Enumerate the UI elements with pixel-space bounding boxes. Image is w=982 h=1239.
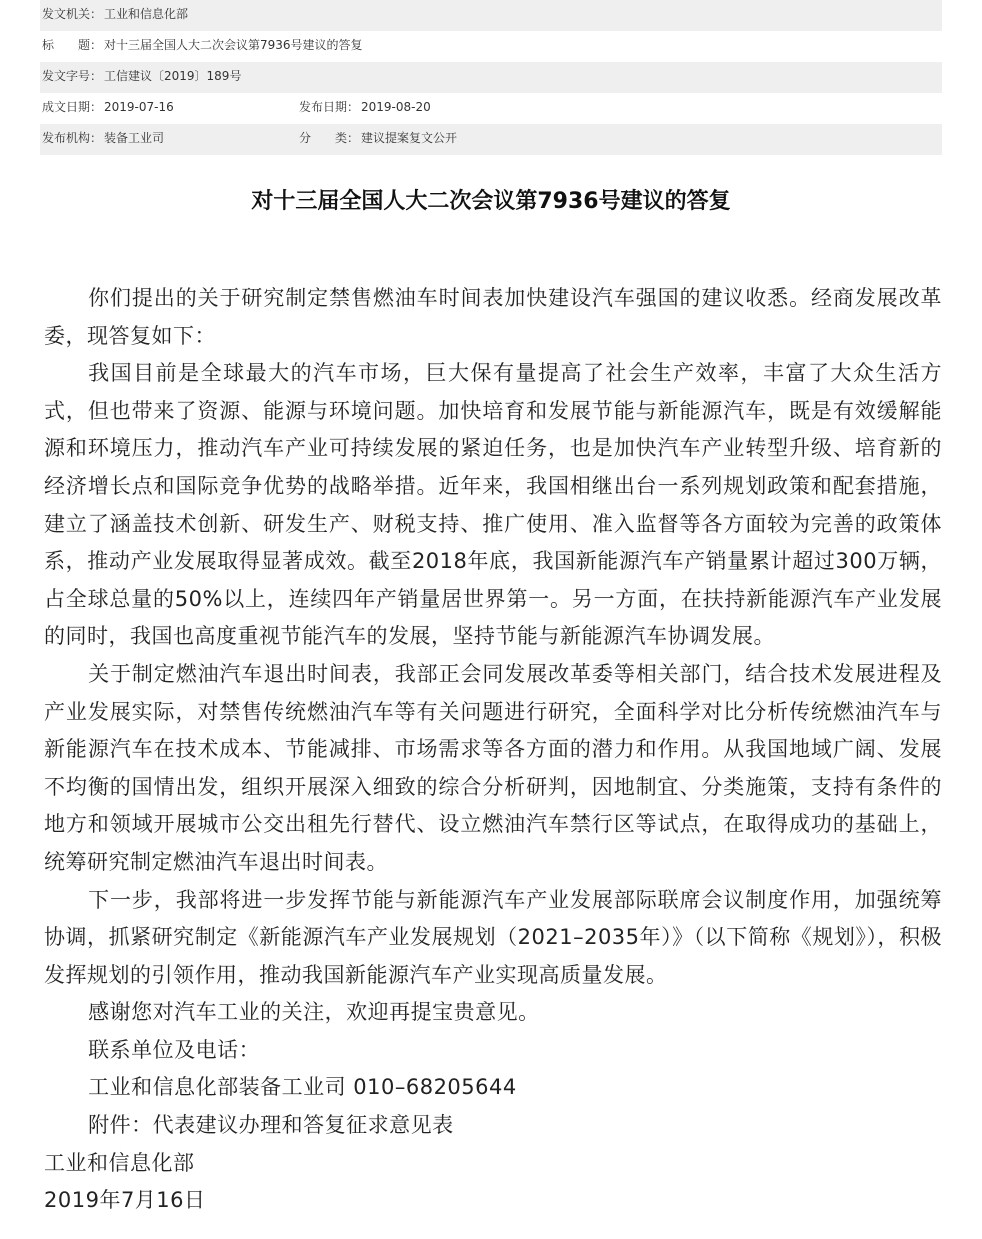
attachment-line: 附件：代表建议办理和答复征求意见表 — [88, 1113, 454, 1138]
paragraph: 感谢您对汽车工业的关注，欢迎再提宝贵意见。 — [88, 1000, 540, 1025]
org-label: 发布机构： — [42, 131, 103, 145]
published-date-value: 2019-08-20 — [361, 100, 431, 114]
contact-label: 联系单位及电话： — [88, 1037, 261, 1062]
paragraph: 关于制定燃油汽车退出时间表，我部正会同发展改革委等相关部门，结合技术发展进程及产业发展实际，对禁售传统燃油汽车等有关问题进行研究，全面科学对比分析传统燃油汽车与新能源汽车在技术成本、节能减排、市场需求等各方面的潜力和作用。从我国地域广阔、发展不均衡的国情出发，组织开展深入细致的综合分析研判，因地制宜、分类施策，支持有条件的地方和领域开展城市公交出租先行替代、设立燃油汽车禁行区等试点，在取得成功的基础上，统筹研究制定燃油汽车退出时间表。 — [44, 661, 942, 874]
category-label: 分 类： — [299, 131, 360, 145]
contact-info: 工业和信息化部装备工业司 010–68205644 — [88, 1075, 517, 1100]
paragraph: 我国目前是全球最大的汽车市场，巨大保有量提高了社会生产效率，丰富了大众生活方式，但也带来了资源、能源与环境问题。加快培育和发展节能与新能源汽车，既是有效缓解能源和环境压力，推动汽车产业可持续发展的紧迫任务，也是加快汽车产业转型升级、培育新的经济增长点和国际竞争优势的战略举措。近年来，我国相继出台一系列规划政策和配套措施，建立了涵盖技术创新、研发生产、财税支持、推广使用、准入监督等各方面较为完善的政策体系，推动产业发展取得显著成效。截至2018年底，我国新能源汽车产销量累计超过300万辆，占全球总量的50%以上，连续四年产销量居世界第一。另一方面，在扶持新能源汽车产业发展的同时，我国也高度重视节能汽车的发展，坚持节能与新能源汽车协调发展。 — [44, 361, 942, 649]
meta-row-issuer — [40, 0, 942, 31]
issuer-value: 工业和信息化部 — [104, 7, 189, 21]
meta-row-title — [40, 31, 942, 62]
docno-label: 发文字号： — [42, 69, 103, 83]
signature-org: 工业和信息化部 — [44, 1150, 195, 1175]
category-value: 建议提案复文公开 — [361, 131, 458, 145]
document-metadata-table — [40, 0, 942, 155]
meta-row-org — [40, 124, 942, 155]
meta-row-docno — [40, 62, 942, 93]
document-title: 对十三届全国人大二次会议第7936号建议的答复 — [251, 189, 731, 214]
docno-value: 工信建议〔2019〕189号 — [104, 69, 242, 83]
written-date-value: 2019-07-16 — [104, 100, 174, 114]
written-date-label: 成文日期： — [42, 100, 103, 114]
title-label: 标 题： — [42, 38, 103, 52]
title-value: 对十三届全国人大二次会议第7936号建议的答复 — [104, 38, 363, 52]
org-value: 装备工业司 — [104, 131, 165, 145]
document-body — [44, 280, 942, 1220]
issuer-label: 发文机关： — [42, 7, 103, 21]
paragraph: 你们提出的关于研究制定禁售燃油车时间表加快建设汽车强国的建议收悉。经商发展改革委，现答复如下： — [44, 286, 942, 348]
meta-row-dates — [40, 93, 942, 124]
paragraph: 下一步，我部将进一步发挥节能与新能源汽车产业发展部际联席会议制度作用，加强统筹协调，抓紧研究制定《新能源汽车产业发展规划（2021–2035年）》（以下简称《规划》），积极发挥规划的引领作用，推动我国新能源汽车产业实现高质量发展。 — [44, 887, 942, 987]
published-date-label: 发布日期： — [299, 100, 360, 114]
signature-date: 2019年7月16日 — [44, 1188, 206, 1213]
